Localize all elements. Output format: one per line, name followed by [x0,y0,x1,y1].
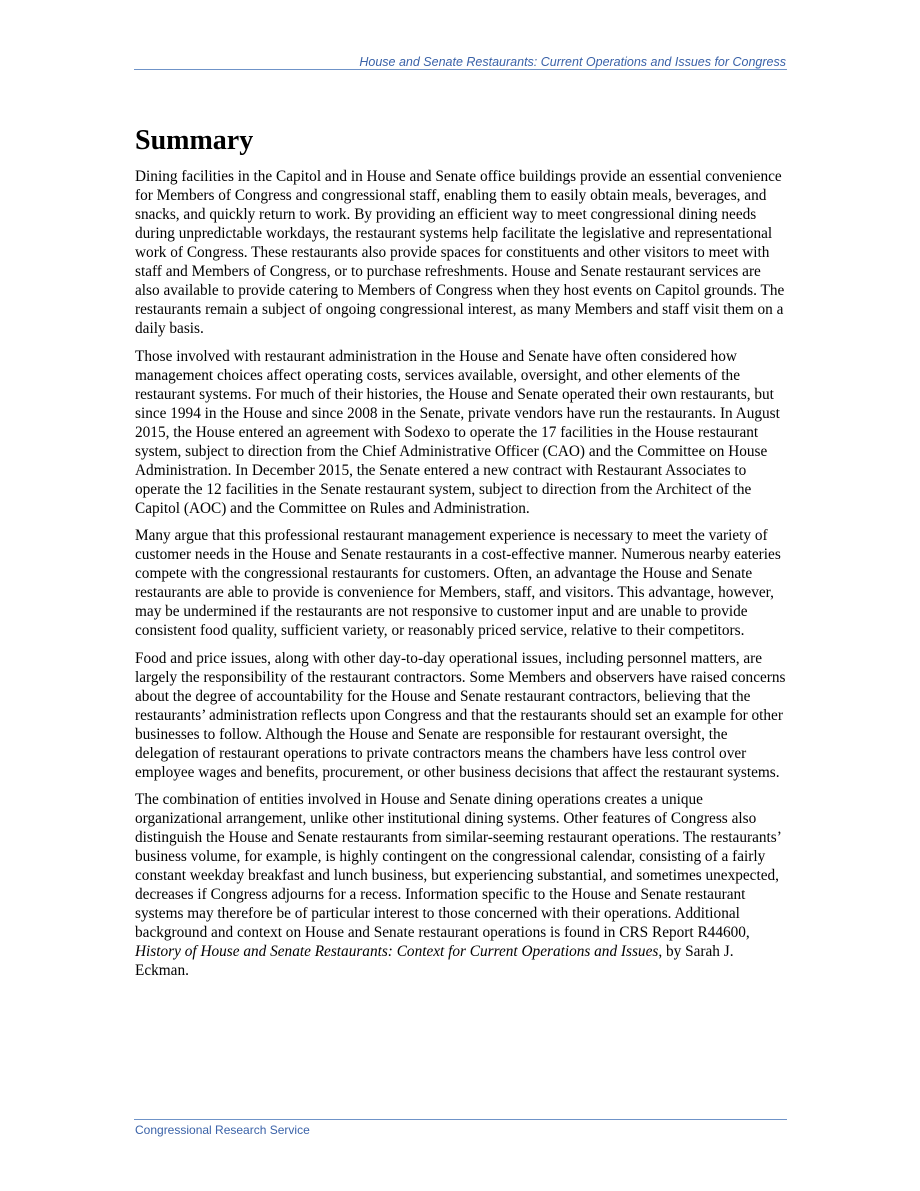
paragraph-5-text: The combination of entities involved in House and Senate dining operations creates a unique organizational arrangement, unlike other institutional dining systems. Other features of Congress also distinguish the House and Senate restaurants from similar-seeming restaurant operations. The restaurants’ business volume, for example, is highly contingent on the congressional calendar, consisting of a fairly constant weekday breakfast and lunch business, but experiencing substantial, and sometimes unexpected, decreases if Congress adjourns for a recess. Information specific to the House and Senate restaurant systems may therefore be of particular interest to those concerned with their operations. Additional background and context on House and Senate restaurant operations is found in CRS Report R44600, [135,791,781,941]
summary-paragraph-5 [135,790,787,980]
report-title-citation: History of House and Senate Restaurants: Context for Current Operations and Issues [135,943,659,960]
summary-paragraph-4: Food and price issues, along with other day-to-day operational issues, including personnel matters, are largely the responsibility of the restaurant contractors. Some Members and observers have raised concerns about the degree of accountability for the House and Senate restaurant contractors, believing that the restaurants’ administration reflects upon Congress and that the restaurants should set an example for other businesses to follow. Although the House and Senate are responsible for restaurant oversight, the delegation of restaurant operations to private contractors means the chambers have less control over employee wages and benefits, procurement, or other business decisions that affect the restaurant systems. [135,649,786,781]
summary-paragraph-1: Dining facilities in the Capitol and in House and Senate office buildings provide an essential convenience for Members of Congress and congressional staff, enabling them to easily obtain meals, beverages, and snacks, and quickly return to work. By providing an efficient way to meet congressional dining needs during unpredictable workdays, the restaurant systems help facilitate the legislative and representational work of Congress. These restaurants also provide spaces for constituents and other visitors to meet with staff and Members of Congress, or to purchase refreshments. House and Senate restaurant services are also available to provide catering to Members of Congress when they host events on Capitol grounds. The restaurants remain a subject of ongoing congressional interest, as many Members and staff visit them on a daily basis. [135,168,785,337]
footer-organization: Congressional Research Service [135,1123,310,1137]
summary-paragraph-2: Those involved with restaurant administration in the House and Senate have often considered how management choices affect operating costs, services available, oversight, and other elements of the restaurant systems. For much of their histories, the House and Senate operated their own restaurants, but since 1994 in the House and since 2008 in the Senate, private vendors have run the restaurants. In August 2015, the House entered an agreement with Sodexo to operate the 17 facilities in the House restaurant system, subject to direction from the Chief Administrative Officer (CAO) and the Committee on House Administration. In December 2015, the Senate entered a new contract with Restaurant Associates to operate the 12 facilities in the Senate restaurant system, subject to direction from the Architect of the Capitol (AOC) and the Committee on Rules and Administration. [135,347,780,517]
running-header-title: House and Senate Restaurants: Current Operations and Issues for Congress [359,55,786,69]
summary-paragraph-3: Many argue that this professional restaurant management experience is necessary to meet the variety of customer needs in the House and Senate restaurants in a cost-effective manner. Numerous nearby eateries compete with the congressional restaurants for customers. Often, an advantage the House and Senate restaurants are able to provide is convenience for Members, staff, and visitors. This advantage, however, may be undermined if the restaurants are not responsive to customer input and are unable to provide consistent food quality, sufficient variety, or reasonably priced service, relative to their competitors. [135,527,781,639]
summary-body [135,167,787,989]
page-title: Summary [135,125,254,156]
footer-divider [134,1119,787,1120]
paragraph-5-author: , by Sarah J. Eckman. [135,943,734,979]
header-divider [134,69,787,70]
